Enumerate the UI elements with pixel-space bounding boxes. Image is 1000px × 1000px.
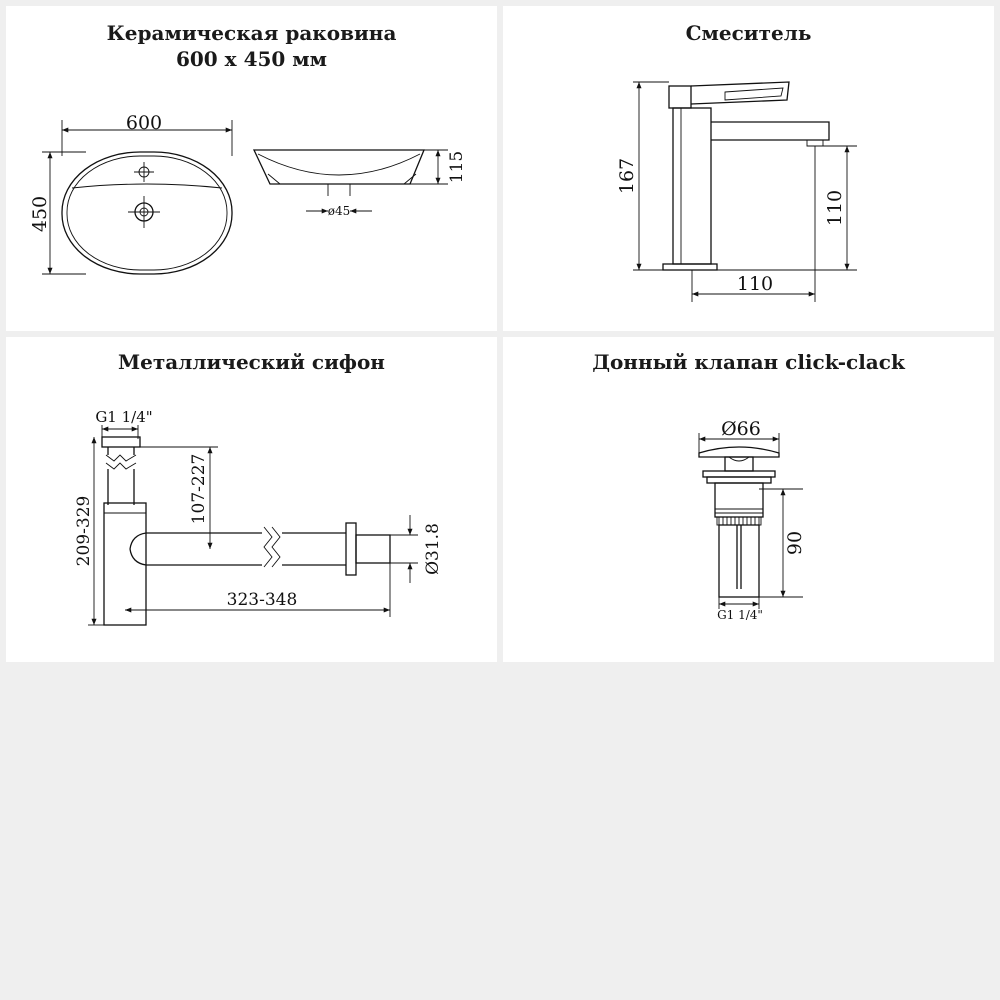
sink-top-inner — [67, 156, 227, 270]
siphon-title: Металлический сифон — [118, 350, 385, 374]
faucet-height-label: 167 — [616, 157, 638, 195]
sink-top-outline — [62, 152, 232, 274]
faucet-spout — [711, 122, 829, 140]
siphon-body — [104, 503, 146, 625]
sink-side-details — [268, 174, 416, 184]
faucet-panel — [503, 6, 994, 331]
siphon-break-mark-2 — [106, 463, 136, 469]
sink-panel — [6, 6, 497, 331]
faucet-handle-base — [669, 86, 691, 108]
cap-diameter-label: Ø66 — [721, 418, 761, 440]
valve-flange — [703, 471, 775, 477]
siphon-panel — [6, 337, 497, 662]
valve-thread-ridges — [719, 517, 759, 525]
valve-thread-label: G1 1/4" — [717, 608, 763, 622]
valve-cap — [699, 447, 779, 457]
sink-side-bowl-curve — [258, 154, 420, 175]
sink-title-line1: Керамическая раковина — [106, 21, 397, 45]
pipe-diameter-label: Ø31.8 — [423, 523, 443, 575]
siphon-top-flange — [102, 437, 140, 447]
faucet-lever — [691, 82, 789, 104]
valve-length-label: 90 — [784, 530, 806, 556]
siphon-arm-break-1 — [264, 527, 272, 567]
siphon-wall-flange — [346, 523, 356, 575]
sink-width-label: 600 — [125, 112, 163, 134]
valve-flange-lower — [707, 477, 771, 483]
sink-depth-label: 115 — [447, 150, 467, 184]
sink-height-label: 450 — [29, 195, 51, 233]
faucet-aerator — [807, 140, 823, 146]
faucet-body — [673, 108, 711, 264]
siphon-elbow-lower — [130, 549, 176, 565]
valve-body — [715, 483, 763, 517]
faucet-drawing — [503, 6, 994, 331]
spout-height-label: 110 — [824, 189, 846, 227]
siphon-elbow — [130, 533, 176, 549]
sink-top-deck-line — [72, 184, 222, 188]
valve-drawing — [503, 337, 994, 662]
valve-tailpiece — [719, 525, 759, 597]
sink-title-line2: 600 x 450 мм — [175, 47, 328, 71]
siphon-thread-label: G1 1/4" — [95, 408, 153, 426]
siphon-length-label: 323-348 — [226, 590, 298, 610]
siphon-break-mark-1 — [106, 455, 136, 461]
sink-side-outline — [254, 150, 424, 184]
outlet-height-label: 107-227 — [189, 453, 209, 525]
valve-cap-stem — [725, 457, 753, 471]
spout-reach-label: 110 — [736, 273, 774, 295]
faucet-base-plate — [663, 264, 717, 270]
faucet-title: Смеситель — [685, 21, 812, 45]
faucet-lever-slot — [725, 88, 783, 100]
valve-panel — [503, 337, 994, 662]
sink-drain-label: ø45 — [327, 204, 351, 218]
valve-title: Донный клапан click-clack — [592, 350, 905, 374]
siphon-drawing — [6, 337, 497, 662]
siphon-arm-break-2 — [272, 527, 280, 567]
siphon-outlet-pipe — [356, 535, 390, 563]
sink-drawing — [6, 6, 497, 331]
siphon-height-label: 209-329 — [74, 495, 94, 567]
